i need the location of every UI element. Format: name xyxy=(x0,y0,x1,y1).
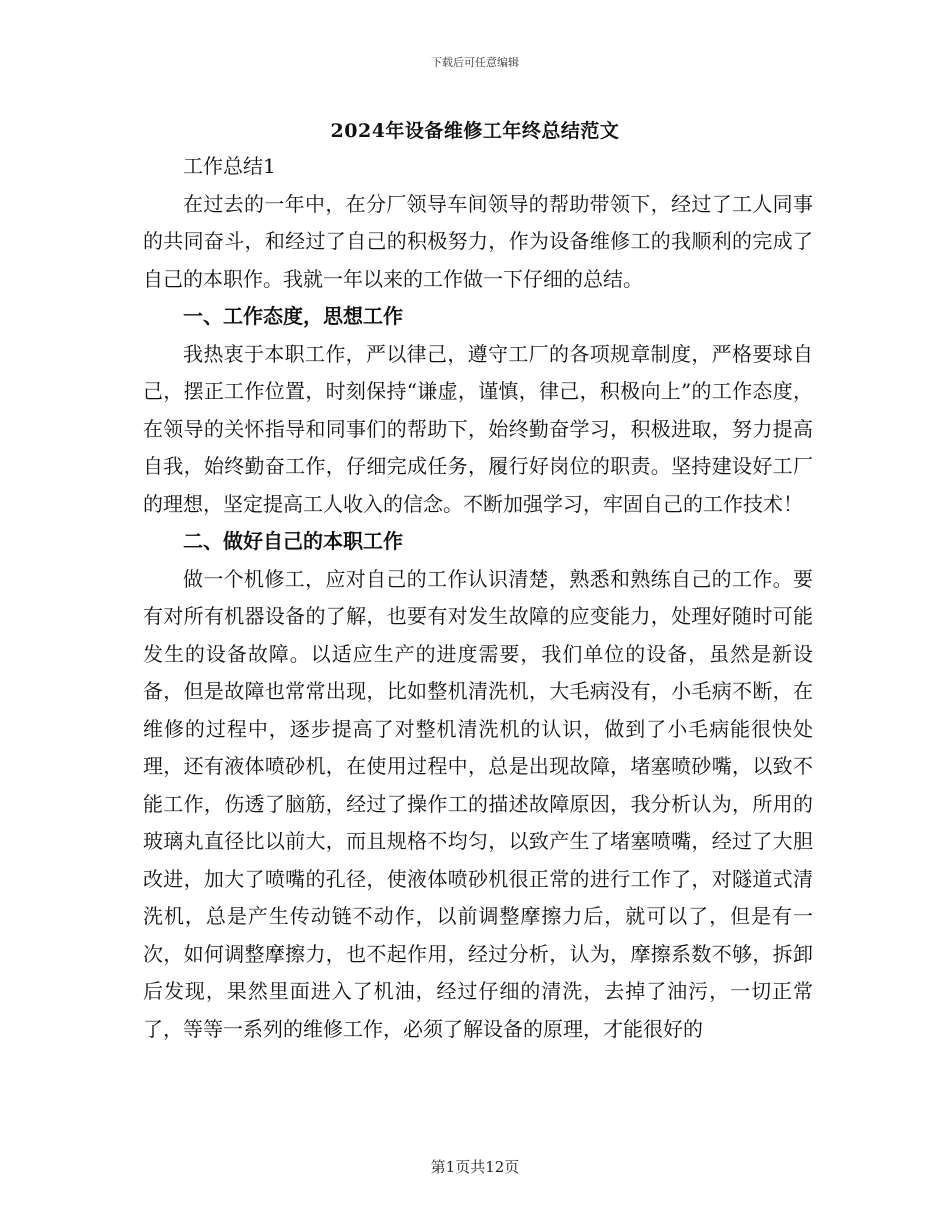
subtitle: 工作总结1 xyxy=(183,154,276,178)
section-1-heading: 一、工作态度，思想工作 xyxy=(183,304,403,328)
document-title: 2024年设备维修工年终总结范文 xyxy=(330,120,620,142)
section-1-paragraph: 我热衷于本职工作，严以律己，遵守工厂的各项规章制度，严格要球自己，摆正工作位置，时刻保持“谦虚，谨慎，律己，积极向上”的工作态度，在领导的关怀指导和同事们的帮助下，始终勤奋学习，积极进取，努力提高自我，始终勤奋工作，仔细完成任务，履行好岗位的职责。坚持建设好工厂的理想，坚定提高工人收入的信念。不断加强学习，牢固自己的工作技术！ xyxy=(143,341,813,516)
document-body xyxy=(143,148,813,1048)
section-2-paragraph: 做一个机修工，应对自己的工作认识清楚，熟悉和熟练自己的工作。要有对所有机器设备的了解，也要有对发生故障的应变能力，处理好随时可能发生的设备故障。以适应生产的进度需要，我们单位的设备，虽然是新设备，但是故障也常常出现，比如整机清洗机，大毛病没有，小毛病不断，在维修的过程中，逐步提高了对整机清洗机的认识，做到了小毛病能很快处理，还有液体喷砂机，在使用过程中，总是出现故障，堵塞喷砂嘴，以致不能工作，伤透了脑筋，经过了操作工的描述故障原因，我分析认为，所用的玻璃丸直径比以前大，而且规格不均匀，以致产生了堵塞喷嘴，经过了大胆改进，加大了喷嘴的孔径，使液体喷砂机很正常的进行工作了，对隧道式清洗机，总是产生传动链不动作，以前调整摩擦力后，就可以了，但是有一次，如何调整摩擦力，也不起作用，经过分析，认为，摩擦系数不够，拆卸后发现，果然里面进入了机油，经过仔细的清洗，去掉了油污，一切正常了，等等一系列的维修工作，必须了解设备的原理，才能很好的 xyxy=(143,566,813,1041)
section-2-heading: 二、做好自己的本职工作 xyxy=(183,529,403,553)
intro-paragraph: 在过去的一年中，在分厂领导车间领导的帮助带领下，经过了工人同事的共同奋斗，和经过了自己的积极努力，作为设备维修工的我顺利的完成了自己的本职作。我就一年以来的工作做一下仔细的总结。 xyxy=(143,191,813,291)
page-header-note: 下载后可任意编辑 xyxy=(431,56,519,69)
page-footer: 第1页共12页 xyxy=(430,1158,520,1176)
